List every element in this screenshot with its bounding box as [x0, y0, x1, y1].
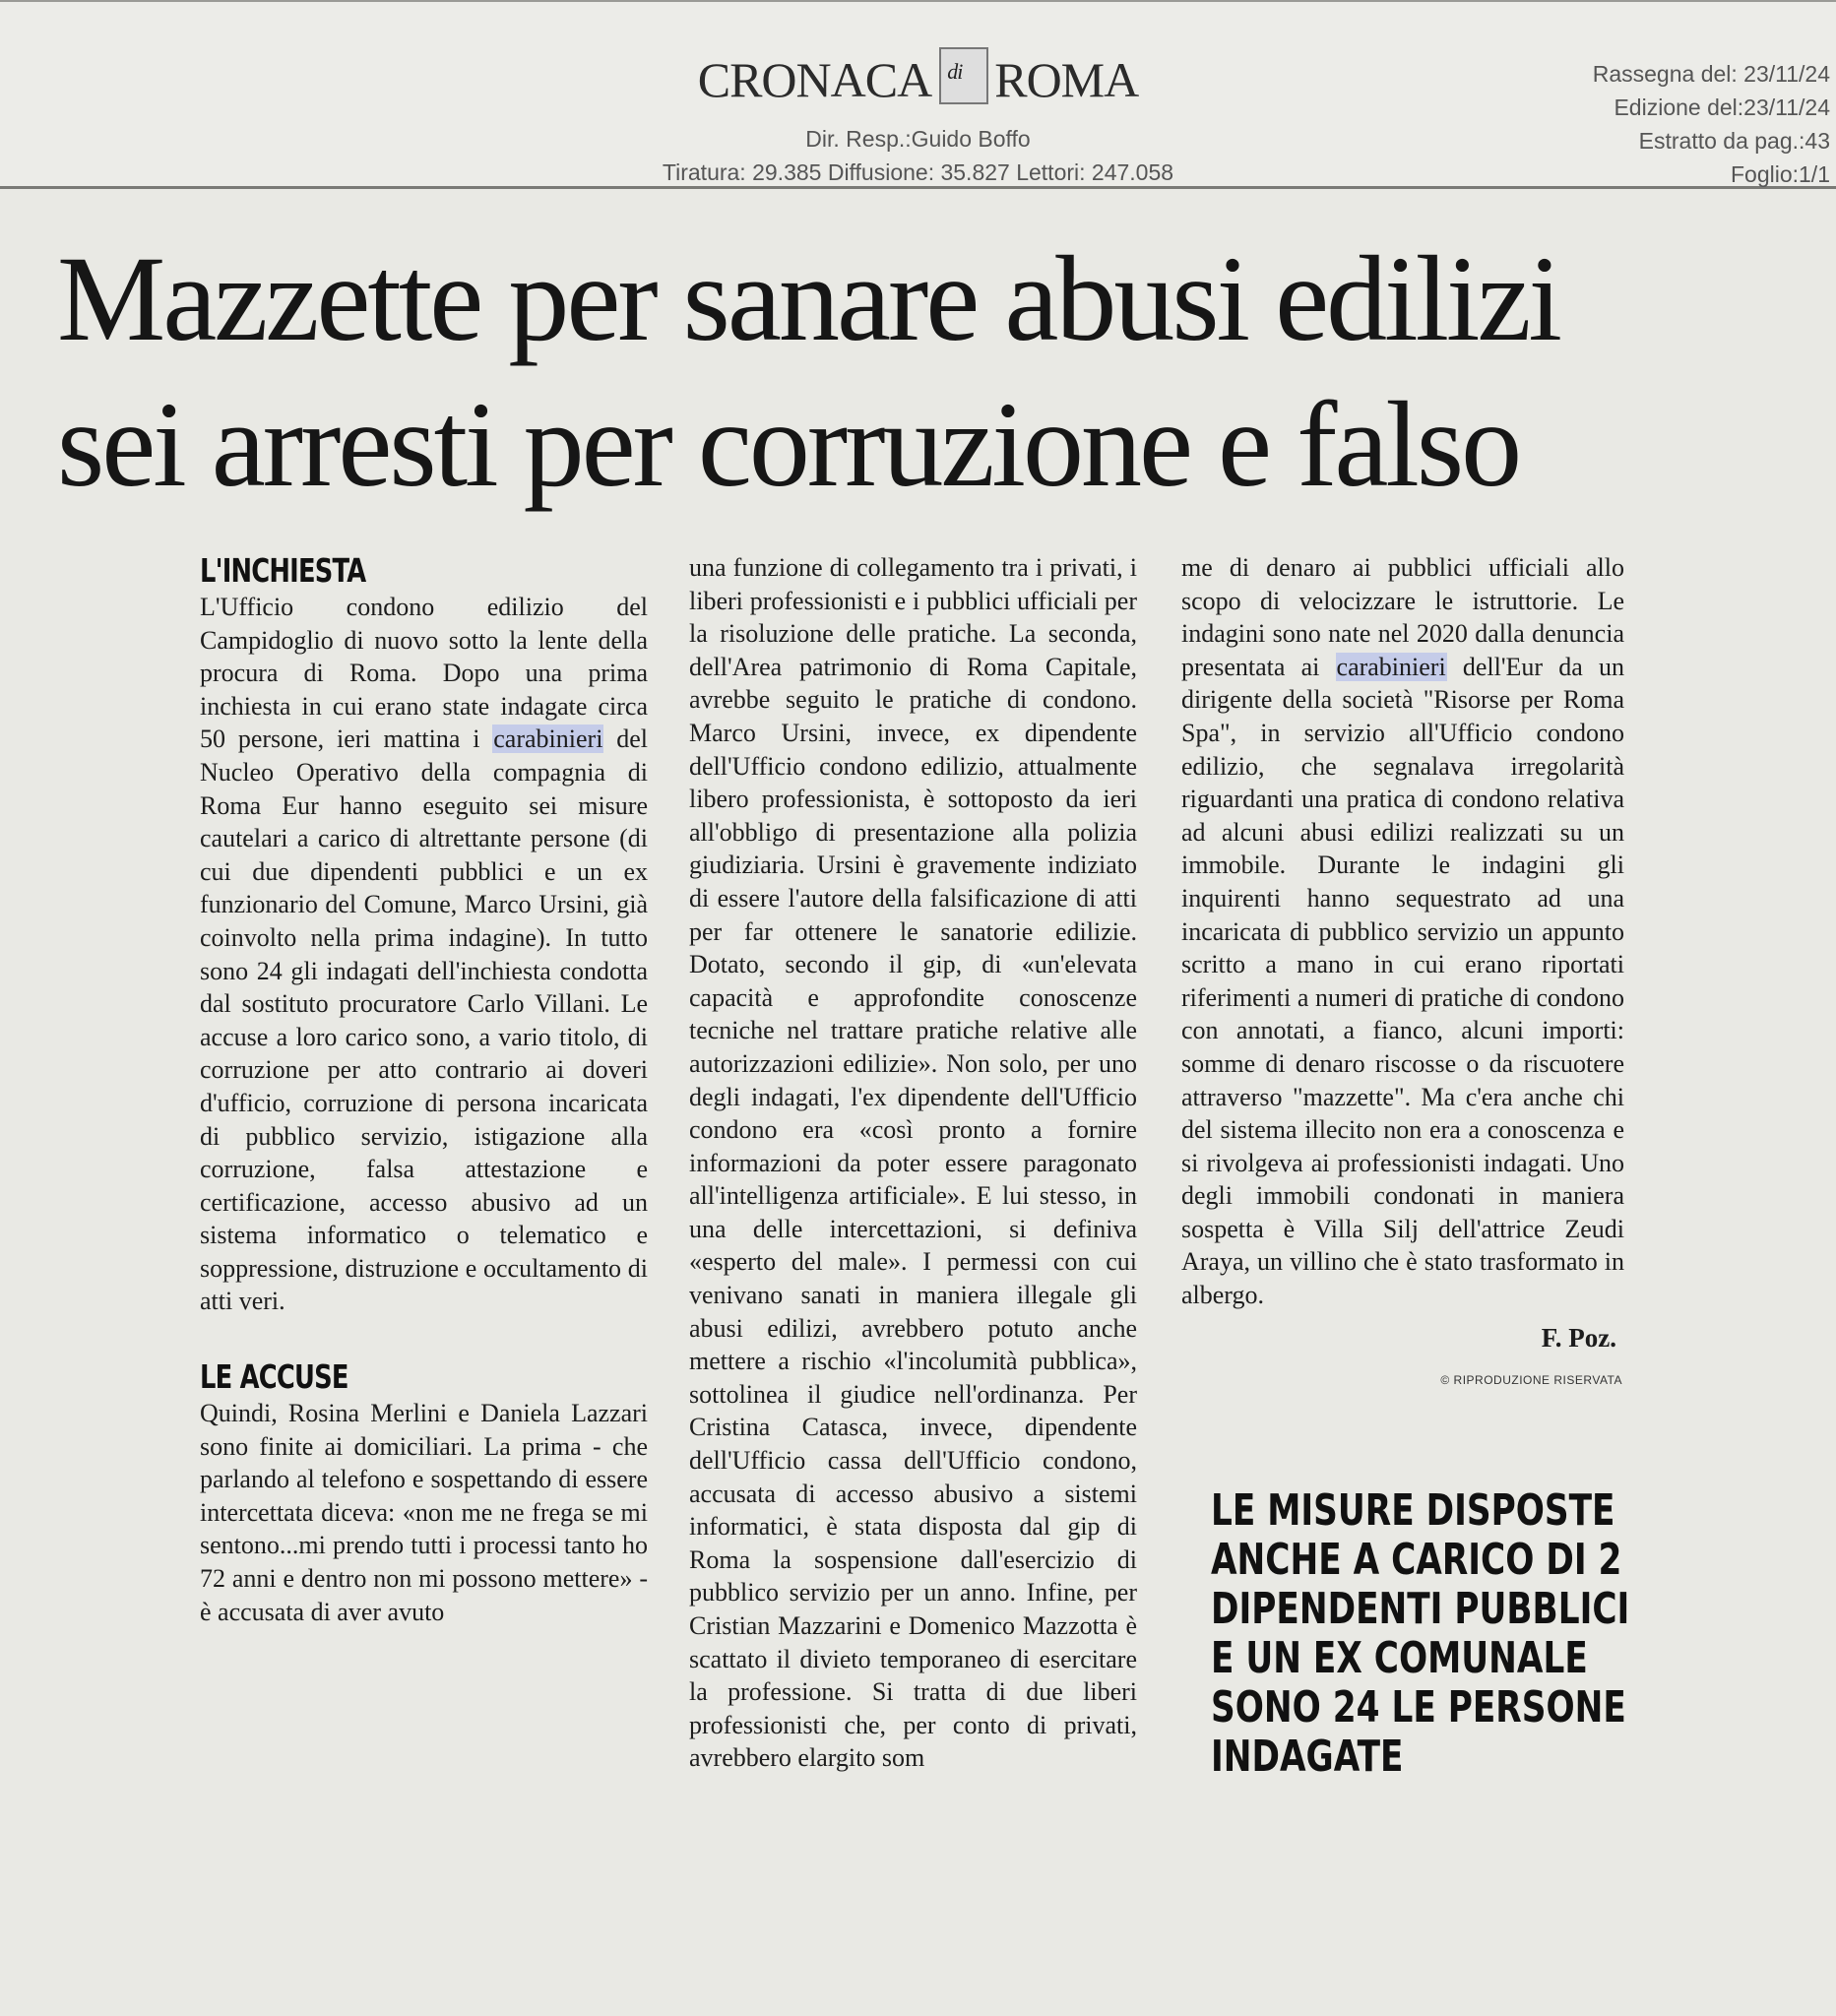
rassegna-date: Rassegna del: 23/11/24 — [1592, 61, 1830, 87]
article-column-3 — [1181, 551, 1624, 1398]
paragraph-accuse — [200, 1397, 648, 1628]
author-signature: F. Poz. — [1541, 1322, 1616, 1353]
article-headline — [57, 226, 1809, 518]
section-title-accuse: LE ACCUSE — [200, 1357, 348, 1397]
text-run: dell'Eur da un dirigente della società "Risorse per Roma Spa", in servizio all'Ufficio condono edilizio, che segnalava irregolarità riguardanti una pratica di condono relativa ad alcuni abusi edilizi realizzati su un immobile. Durante le indagini gli inquirenti hanno sequestrato ad una incaricata di pubblico servizio un appunto scritto a mano in cui erano riportati riferimenti a numeri di pratiche di condono con annotati, a fianco, alcuni importi: somme di denaro riscosse o da riscuotere attraverso "mazzette". Ma c'era anche chi del sistema illecito non era a conoscenza e si rivolgeva ai professionisti indagati. Uno degli immobili condonati in maniera sospetta è Villa Silj dell'attrice Zeudi Araya, un villino che è stato trasformato in albergo. — [1181, 652, 1624, 1310]
text-run: me di denaro ai pubblici ufficiali allo scopo di velocizzare le istruttorie. Le indagini sono nate nel 2020 dalla denuncia presentata ai — [1181, 553, 1624, 681]
paragraph-indagini — [1181, 551, 1624, 1312]
paragraph-accuse-cont — [689, 551, 1137, 1775]
masthead-emblem — [933, 51, 992, 104]
highlighted-term: carabinieri — [493, 724, 603, 754]
pull-quote-line: SONO 24 LE PERSONE — [1211, 1682, 1626, 1732]
pull-quote-line: DIPENDENTI PUBBLICI — [1211, 1584, 1630, 1634]
copyright-notice: © RIPRODUZIONE RISERVATA — [1440, 1373, 1622, 1388]
text-run: L'Ufficio condono edilizio del Campidoglio di nuovo sotto la lente della procura di Roma. Dopo una prima inchiesta in cui erano state indagate circa 50 persone, ieri mattina i — [200, 593, 648, 754]
masthead-roma: ROMA — [994, 52, 1139, 107]
section-title-inchiesta: L'INCHIESTA — [200, 551, 366, 590]
headline-line-2: sei arresti per corruzione e falso — [57, 377, 1520, 512]
pull-quote-line: ANCHE A CARICO DI 2 — [1211, 1535, 1622, 1585]
edizione-date: Edizione del:23/11/24 — [1614, 94, 1830, 120]
pull-quote-line: LE MISURE DISPOSTE — [1211, 1485, 1615, 1536]
masthead-cronaca: CRONACA — [697, 52, 932, 107]
pull-quote-line: E UN EX COMUNALE — [1211, 1633, 1588, 1683]
text-run: Quindi, Rosina Merlini e Daniela Lazzari sono finite ai domiciliari. La prima - che parlando al telefono e sospettando di essere intercettata diceva: «non me ne frega se mi sentono...mi prendo tutti i processi tanto ho 72 anni e dentro non mi possono mettere» - è accusata di aver avuto — [200, 1399, 648, 1626]
text-run: una funzione di collegamento tra i privati, i liberi professionisti e i pubblici ufficiali per la risoluzione delle pratiche. La seconda, dell'Area patrimonio di Roma Capitale, avrebbe seguito le pratiche di condono. Marco Ursini, invece, ex dipendente dell'Ufficio condono edilizio, attualmente libero professionista, è sottoposto da ieri all'obbligo di presentazione alla polizia giudiziaria. Ursini è gravemente indiziato di essere l'autore della falsificazione di atti per far ottenere le sanatorie edilizie. Dotato, secondo il gip, di «un'elevata capacità e approfondite conoscenze tecniche nel trattare pratiche relative alle autorizzazioni edilizie». Non solo, per uno degli indagati, l'ex dipendente dell'Ufficio condono era «così pronto a fornire informazioni da poter essere paragonato all'intelligenza artificiale». E lui stesso, in una delle intercettazioni, si definiva «esperto del male». I permessi con cui venivano sanati in maniera illegale gli abusi edilizi, avrebbero potuto anche mettere a rischio «l'incolumità pubblica», sottolinea il giudice nell'ordinanza. Per Cristina Catasca, invece, dipendente dell'Ufficio cassa dell'Ufficio condono, accusata di accesso abusivo a sistemi informatici, è stata disposta dal gip di Roma la sospensione dall'esercizio di pubblico servizio per un anno. Infine, per Cristian Mazzarini e Domenico Mazzotta è scattato il divieto temporaneo di esercitare la professione. Si tratta di due liberi professionisti che, per conto di privati, avrebbero elargito som — [689, 553, 1137, 1773]
text-run: del Nucleo Operativo della compagnia di Roma Eur hanno eseguito sei misure cautelari a carico di altrettante persone (di cui due dipendenti pubblici e un ex funzionario del Comune, Marco Ursini, già coinvolto nella prima indagine). In tutto sono 24 gli indagati dell'inchiesta condotta dal sostituto procuratore Carlo Villani. Le accuse a loro carico sono, a vario titolo, di corruzione per atto contrario ai doveri d'ufficio, corruzione di persona incaricata di pubblico servizio, istigazione alla corruzione, falsa attestazione e certificazione, accesso abusivo ad un sistema informatico o telematico e soppressione, distruzione e occultamento di atti veri. — [200, 724, 648, 1316]
press-clipping-header — [0, 0, 1836, 189]
pull-quote-line: INDAGATE — [1211, 1732, 1404, 1782]
paragraph-inchiesta — [200, 591, 648, 1318]
masthead-di: di — [947, 59, 963, 84]
article-column-2 — [689, 551, 1137, 1775]
highlighted-term: carabinieri — [1336, 652, 1446, 681]
foglio-sheet: Foglio:1/1 — [1730, 161, 1830, 187]
pull-quote — [1211, 1485, 1630, 1782]
estratto-page: Estratto da pag.:43 — [1638, 128, 1830, 154]
director-line: Dir. Resp.:Guido Boffo — [805, 126, 1031, 152]
headline-line-1: Mazzette per sanare abusi edilizi — [57, 231, 1559, 366]
masthead-logo — [0, 51, 1836, 108]
circulation-stats: Tiratura: 29.385 Diffusione: 35.827 Lettori: 247.058 — [662, 159, 1174, 185]
article-column-1 — [200, 551, 648, 1628]
